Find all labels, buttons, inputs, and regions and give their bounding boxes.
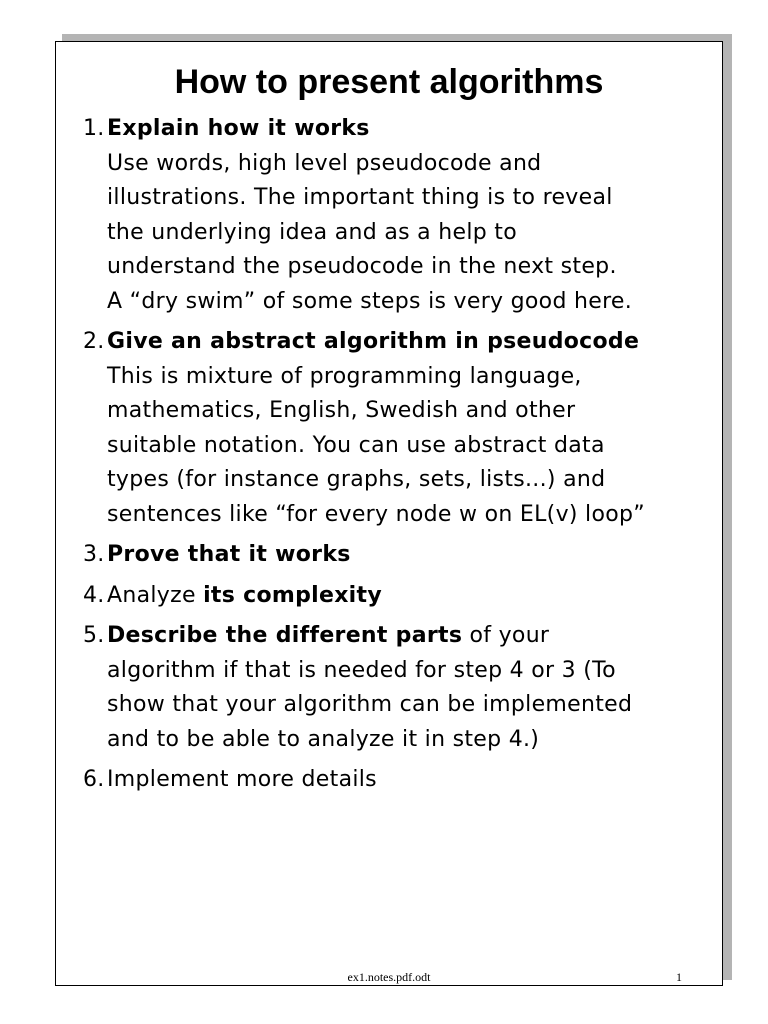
list-item-6 <box>83 763 713 798</box>
item-line: This is mixture of programming language, <box>107 363 582 389</box>
list-item-1 <box>83 112 713 319</box>
item-number: 3. <box>83 542 105 567</box>
item-number: 2. <box>83 329 105 354</box>
item-number: 6. <box>83 767 105 792</box>
item-line: the underlying idea and as a help to <box>107 219 517 245</box>
footer-source: ex1.notes.pdf.odt <box>347 970 431 984</box>
item-line: mathematics, English, Swedish and other <box>107 398 576 423</box>
item-heading: Explain how it works <box>107 116 370 141</box>
list-item-2 <box>83 325 713 532</box>
page-number: 1 <box>676 970 682 984</box>
item-line: and to be able to analyze it in step 4.) <box>107 726 540 752</box>
item-line: algorithm if that is needed for step 4 or 3 (To <box>107 657 616 683</box>
list-item-3 <box>83 538 713 573</box>
item-line: show that your algorithm can be implemented <box>107 692 633 717</box>
item-line: Implement more details <box>107 767 377 792</box>
item-line: understand the pseudocode in the next step. <box>107 254 617 279</box>
item-number: 4. <box>83 582 105 608</box>
item-line <box>107 619 713 654</box>
item-line: A “dry swim” of some steps is very good here. <box>107 288 633 314</box>
item-heading: Describe the different parts <box>107 623 463 648</box>
item-number: 5. <box>83 623 105 648</box>
item-line: suitable notation. You can use abstract data <box>107 432 605 458</box>
item-suffix: of your <box>462 623 550 648</box>
numbered-list <box>83 112 713 804</box>
item-line: illustrations. The important thing is to reveal <box>107 185 613 210</box>
item-line <box>107 579 713 614</box>
document-page <box>55 41 723 986</box>
item-number: 1. <box>83 116 105 141</box>
list-item-5 <box>83 619 713 757</box>
item-line: types (for instance graphs, sets, lists...) and <box>107 467 606 492</box>
item-line: Use words, high level pseudocode and <box>107 150 542 176</box>
item-heading: Prove that it works <box>107 542 351 567</box>
item-prefix: Analyze <box>107 582 204 608</box>
item-heading: Give an abstract algorithm in pseudocode <box>107 329 640 354</box>
page-title: How to present algorithms <box>174 63 604 101</box>
list-item-4 <box>83 579 713 614</box>
item-line: sentences like “for every node w on EL(v) loop” <box>107 501 645 527</box>
item-heading: its complexity <box>203 582 382 608</box>
